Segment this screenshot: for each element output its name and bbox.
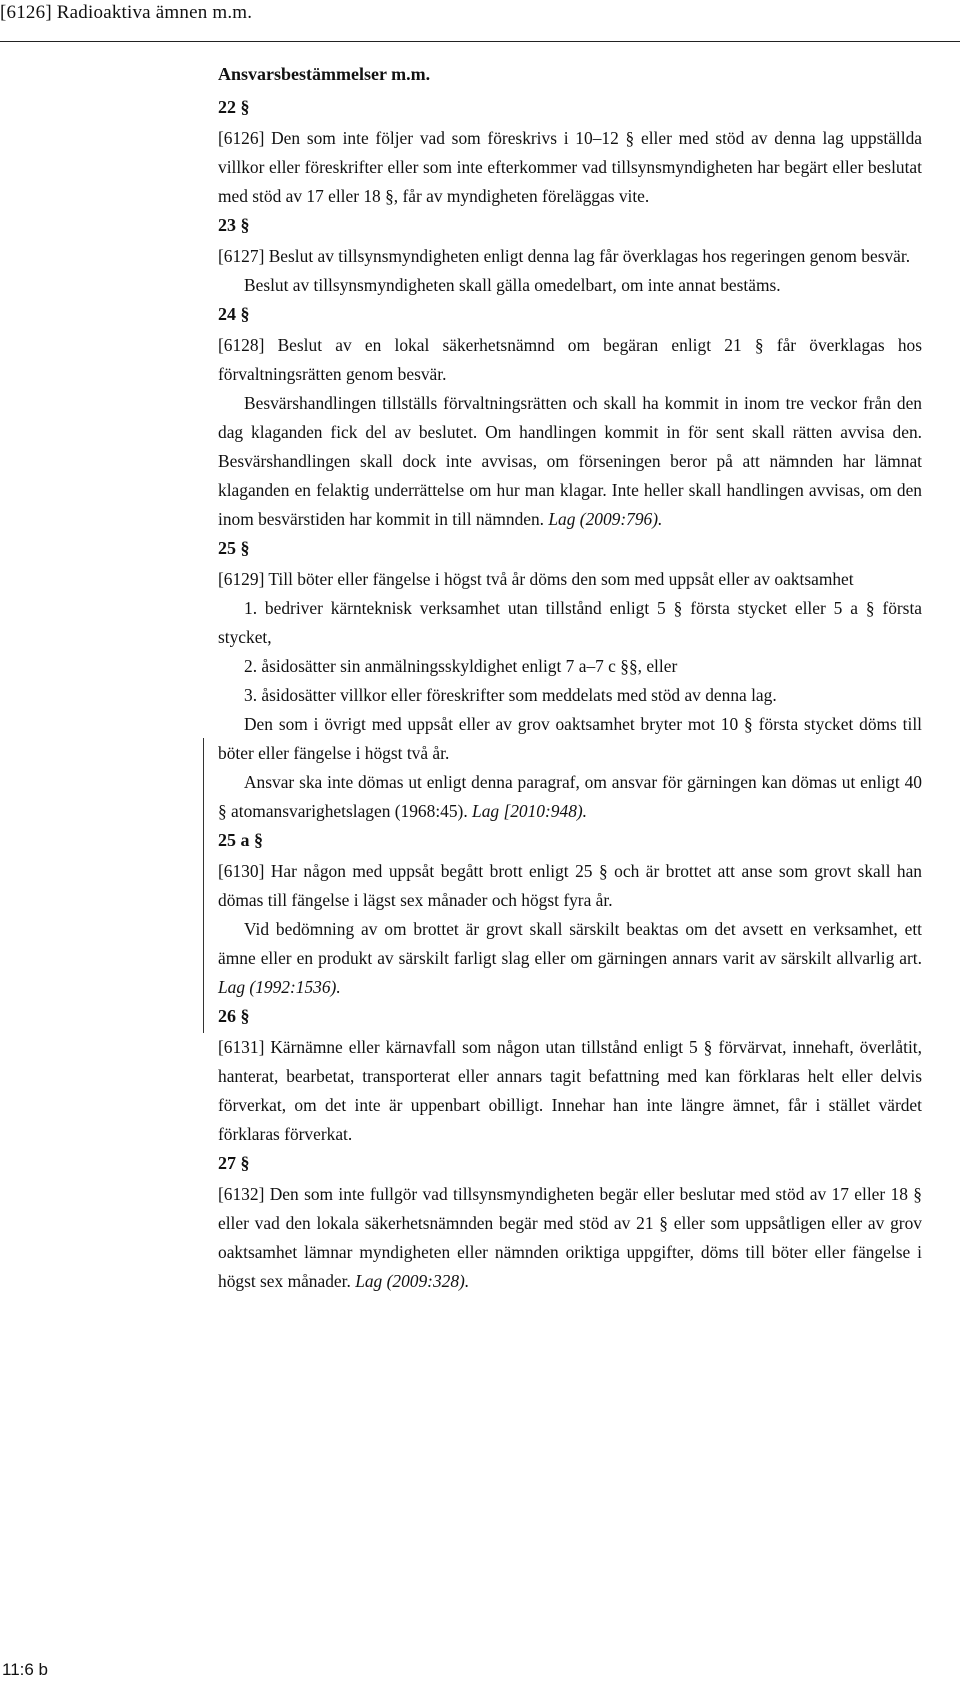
paragraph xyxy=(218,1180,922,1296)
section-heading: 22 § xyxy=(218,97,250,117)
header-title: [6126] Radioaktiva ämnen m.m. xyxy=(0,2,253,23)
paragraph xyxy=(218,768,922,826)
list-item: 3. åsidosätter villkor eller föreskrifter som meddelats med stöd av denna lag. xyxy=(244,685,777,705)
paragraph: [6127] Beslut av tillsynsmyndigheten enligt denna lag får överklagas hos regeringen genom besvär. xyxy=(218,246,911,266)
section-heading: 23 § xyxy=(218,215,250,235)
paragraph: [6130] Har någon med uppsåt begått brott enligt 25 § och är brottet att anse som grovt skall han dömas till fängelse i lägst sex månader och högst fyra år. xyxy=(218,861,922,910)
paragraph: [6128] Beslut av en lokal säkerhetsnämnd om begäran enligt 21 § får överklagas hos förvaltningsrätten genom besvär. xyxy=(218,335,922,384)
law-reference: Lag (2009:796). xyxy=(548,509,663,529)
section-heading: 26 § xyxy=(218,1006,250,1026)
section-heading: 24 § xyxy=(218,304,250,324)
section-25 xyxy=(218,534,922,826)
document-body xyxy=(218,60,922,1296)
section-heading: 25 § xyxy=(218,538,250,558)
paragraph-text: Ansvar ska inte dömas ut enligt denna paragraf, om ansvar för gärningen kan dömas ut enligt 40 § atomansvarighetslagen (1968:45). xyxy=(218,772,922,821)
paragraph: [6126] Den som inte följer vad som föreskrivs i 10–12 § eller med stöd av denna lag uppställda villkor eller föreskrifter eller som inte efterkommer vad tillsynsmyndigheten har begärt eller beslutat med stöd av 17 eller 18 §, får av myndigheten föreläggas vite. xyxy=(218,128,922,206)
section-23 xyxy=(218,211,922,300)
paragraph xyxy=(218,389,922,534)
paragraph: Beslut av tillsynsmyndigheten skall gälla omedelbart, om inte annat bestäms. xyxy=(244,275,781,295)
page-header xyxy=(0,0,960,42)
paragraph-text: [6132] Den som inte fullgör vad tillsynsmyndigheten begär eller beslutar med stöd av 17 eller 18 § eller vad den lokala säkerhetsnämnden begär med stöd av 21 § eller som uppsåtligen eller av grov oaktsamhet lämnar myndigheten eller nämnden oriktiga uppgifter, döms till böter eller fängelse i högst sex månader. xyxy=(218,1184,922,1291)
paragraph: [6131] Kärnämne eller kärnavfall som någon utan tillstånd enligt 5 § förvärvat, innehaft, överlåtit, hanterat, bearbetat, transporterat eller annars tagit befattning med kan förklaras helt eller delvis förverkat, om det inte är uppenbart obilligt. Innehar han inte längre ämnet, får i stället värdet förklaras förverkat. xyxy=(218,1037,922,1144)
section-heading: 27 § xyxy=(218,1153,250,1173)
section-27 xyxy=(218,1149,922,1296)
change-bar xyxy=(203,738,204,1033)
paragraph-text: Besvärshandlingen tillställs förvaltningsrätten och skall ha kommit in inom tre veckor från den dag klaganden fick del av beslutet. Om handlingen kommit in för sent skall rätten avvisa den. Besvärshandlingen skall dock inte avvisas, om förseningen beror på att nämnden har lämnat klaganden en felaktig underrättelse om hur man klagar. Inte heller skall handlingen avvisas, om den inom besvärstiden har kommit in till nämnden. xyxy=(218,393,922,529)
section-26 xyxy=(218,1002,922,1149)
law-reference: Lag (1992:1536). xyxy=(218,977,341,997)
law-reference: Lag [2010:948). xyxy=(472,801,588,821)
section-25a xyxy=(218,826,922,1002)
paragraph: Den som i övrigt med uppsåt eller av grov oaktsamhet bryter mot 10 § första stycket döms till böter eller fängelse i högst två år. xyxy=(218,714,922,763)
section-22 xyxy=(218,93,922,211)
law-reference: Lag (2009:328). xyxy=(355,1271,470,1291)
section-heading: 25 a § xyxy=(218,830,263,850)
paragraph: [6129] Till böter eller fängelse i högst två år döms den som med uppsåt eller av oaktsamhet xyxy=(218,569,854,589)
section-24 xyxy=(218,300,922,534)
list-item: 2. åsidosätter sin anmälningsskyldighet enligt 7 a–7 c §§, eller xyxy=(244,656,678,676)
chapter-heading: Ansvarsbestämmelser m.m. xyxy=(218,64,431,84)
page-marker: 11:6 b xyxy=(2,1660,49,1679)
paragraph xyxy=(218,915,922,1002)
paragraph-text: Vid bedömning av om brottet är grovt skall särskilt beaktas om det avsett en verksamhet, ett ämne eller en produkt av särskilt farligt slag eller om gärningen annars varit av särskilt allvarlig art. xyxy=(218,919,922,968)
list-item: 1. bedriver kärnteknisk verksamhet utan tillstånd enligt 5 § första stycket eller 5 a § första stycket, xyxy=(218,598,922,647)
